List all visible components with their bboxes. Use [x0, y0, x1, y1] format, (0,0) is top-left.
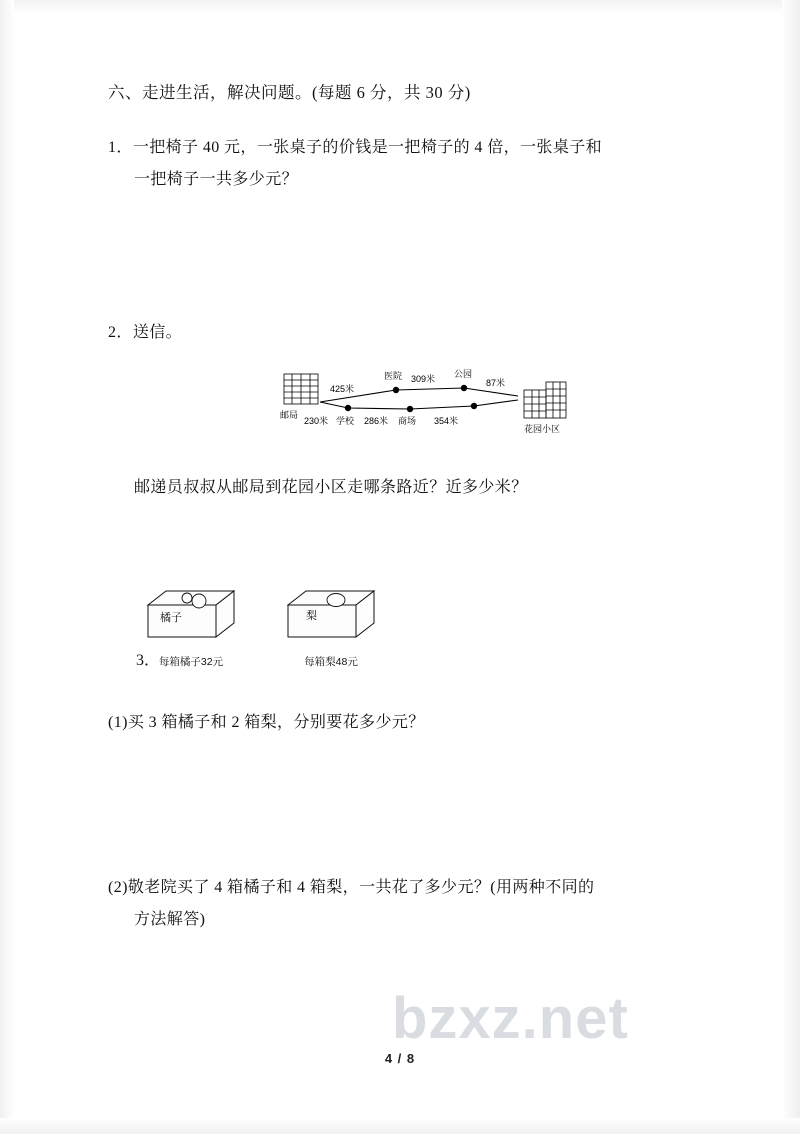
worksheet-content: [108, 80, 688, 939]
map-node-hospital: 医院: [384, 370, 403, 381]
watermark: bzxz.net: [392, 986, 629, 1051]
question-3-sub-2-label: (2): [108, 879, 128, 897]
map-node-garden-community: 花园小区: [524, 423, 561, 434]
question-1-number: 1．: [108, 139, 133, 157]
map-distance-425: 425米: [330, 383, 355, 394]
question-2-prompt: 邮递员叔叔从邮局到花园小区走哪条路近？近多少米？: [134, 478, 528, 496]
scan-edge-bottom: [0, 1118, 800, 1134]
question-3-sub-1-label: (1): [108, 714, 128, 732]
question-2: [108, 317, 688, 503]
question-3-sub-1: [108, 707, 688, 738]
orange-box-caption: 每箱橘子32元: [158, 656, 224, 669]
map-node-post-office: 邮局: [280, 409, 299, 420]
question-1-line-1: [108, 132, 688, 163]
section-heading: 六、走进生活，解决问题。(每题 6 分，共 30 分): [108, 83, 471, 102]
svg-text:梨: 梨: [306, 610, 317, 623]
pear-box-icon: [284, 585, 378, 647]
map-distance-354: 354米: [434, 415, 459, 426]
price-box-pears: [284, 585, 378, 669]
question-2-number: 2．: [108, 323, 133, 341]
scan-edge-left: [0, 0, 14, 1134]
question-3-number: 3．: [136, 652, 161, 670]
question-1: [108, 132, 688, 194]
route-map-figure: [278, 364, 578, 462]
question-3-sub-1-text: 买 3 箱橘子和 2 箱梨，分别要花多少元？: [127, 714, 425, 732]
question-2-line-1: [108, 317, 688, 348]
map-distance-286: 286米: [364, 415, 389, 426]
answer-space-2: [108, 507, 688, 577]
question-3-sub-2-line-2: 方法解答): [134, 910, 206, 928]
map-node-school: 学校: [336, 415, 355, 426]
map-node-mall: 商场: [398, 415, 417, 426]
svg-text:橘子: 橘子: [160, 612, 182, 625]
answer-space-1: [108, 199, 688, 317]
map-distance-87: 87米: [486, 377, 506, 388]
question-3-sub-2-line-1: [108, 872, 688, 903]
scan-edge-top: [0, 0, 800, 14]
answer-space-3a: [108, 738, 688, 872]
spacer-after-boxes: [108, 681, 688, 707]
pear-box-caption: 每箱梨48元: [304, 656, 358, 669]
orange-box-icon: [144, 585, 238, 647]
price-boxes-figure: [136, 585, 688, 681]
question-3-sub-2-text-1: 敬老院买了 4 箱橘子和 4 箱梨，一共花了多少元？(用两种不同的: [127, 879, 595, 897]
page-number: 4 / 8: [384, 1051, 416, 1066]
map-node-park: 公园: [454, 368, 473, 379]
question-3: [108, 585, 688, 935]
scan-edge-right: [782, 0, 800, 1134]
map-distance-230: 230米: [304, 415, 329, 426]
map-distance-309: 309米: [411, 373, 436, 384]
question-1-line-2: 一把椅子一共多少元？: [134, 170, 299, 188]
question-1-text-1: 一把椅子 40 元，一张桌子的价钱是一把椅子的 4 倍，一张桌子和: [132, 139, 603, 157]
question-2-title: 送信。: [132, 323, 183, 341]
